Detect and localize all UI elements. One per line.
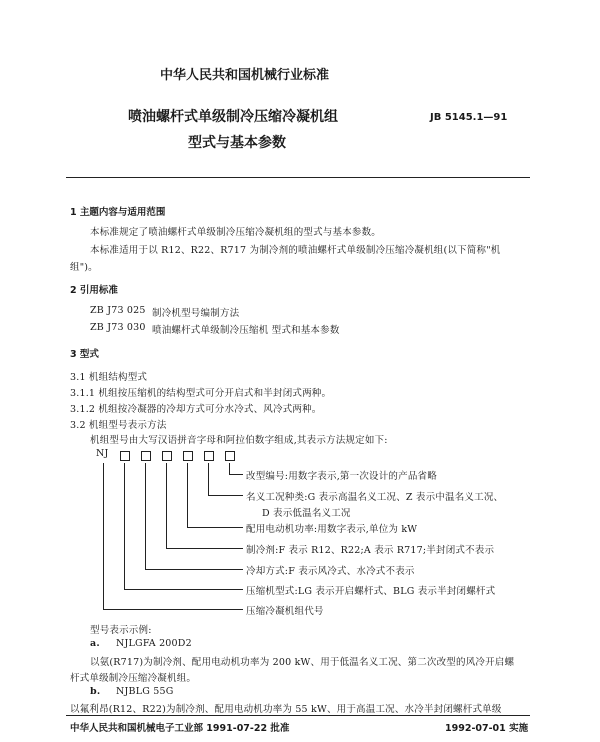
header-divider [66,177,530,178]
title-line-1: 喷油螺杆式单级制冷压缩冷凝机组 [128,109,338,125]
leader-horizontal-4 [187,527,243,528]
leader-horizontal-nj [103,609,243,610]
example-a-description-cont: 杆式单级制冷压缩冷凝机组。 [70,673,197,684]
leader-horizontal-1 [124,589,243,590]
example-b-model: NJBLG 55G [116,686,174,697]
section-3-2-paragraph: 机组型号由大写汉语拼音字母和阿拉伯数字组成,其表示方法规定如下: [90,435,388,446]
reference-2-code: ZB J73 030 [90,322,146,333]
section-3-title: 3 型式 [70,349,99,360]
leader-vertical-1 [124,463,125,589]
label-refrigerant: 制冷剂:F 表示 R12、R22;A 表示 R717;半封闭式不表示 [246,545,495,556]
leader-vertical-4 [187,463,188,527]
example-a-model: NJLGFA 200D2 [116,638,192,649]
implementation-date: 1992-07-01 实施 [445,723,529,734]
leader-horizontal-5 [208,495,243,496]
leader-vertical-nj [103,463,104,609]
section-1-paragraph-1: 本标准规定了喷油螺杆式单级制冷压缩冷凝机组的型式与基本参数。 [90,227,382,238]
section-2-title: 2 引用标准 [70,285,118,296]
model-prefix: NJ [96,448,109,459]
leader-horizontal-6 [229,474,243,475]
label-compressor-type: 压缩机型式:LG 表示开启螺杆式、BLG 表示半封闭螺杆式 [246,586,496,597]
examples-title: 型号表示示例: [90,625,152,636]
section-3-1-2: 3.1.2 机组按冷凝器的冷却方式可分水冷式、风冷式两种。 [70,404,322,415]
label-rated-condition: 名义工况种类:G 表示高温名义工况、Z 表示中温名义工况、 [246,492,504,503]
section-1-paragraph-2-cont: 组")。 [70,262,98,273]
issuing-organization: 中华人民共和国机械行业标准 [160,68,330,83]
reference-2-name: 喷油螺杆式单级制冷压缩机 型式和基本参数 [152,325,340,336]
leader-vertical-2 [145,463,146,569]
label-rated-condition-cont: D 表示低温名义工况 [262,508,351,519]
section-1-title: 1 主题内容与适用范围 [70,207,166,218]
title-line-2: 型式与基本参数 [188,135,286,151]
example-a-description: 以氨(R717)为制冷剂、配用电动机功率为 200 kW、用于低温名义工况、第二次改型的风冷开启螺 [90,657,515,668]
leader-horizontal-3 [166,548,243,549]
leader-vertical-6 [229,463,230,474]
model-box-2 [141,451,151,461]
label-motor-power: 配用电动机功率:用数字表示,单位为 kW [246,524,418,535]
model-box-1 [120,451,130,461]
example-a-marker: a. [90,638,100,649]
model-box-4 [183,451,193,461]
label-modification-number: 改型编号:用数字表示,第一次设计的产品省略 [246,471,437,482]
section-1-paragraph-2: 本标准适用于以 R12、R22、R717 为制冷剂的喷油螺杆式单级制冷压缩冷凝机组(以下简称"机 [90,245,501,256]
section-3-1: 3.1 机组结构型式 [70,372,148,383]
reference-1-code: ZB J73 025 [90,305,146,316]
example-b-marker: b. [90,686,101,697]
standard-number: JB 5145.1—91 [430,112,508,123]
leader-vertical-3 [166,463,167,548]
leader-vertical-5 [208,463,209,495]
label-cooling-method: 冷却方式:F 表示风冷式、水冷式不表示 [246,566,415,577]
model-box-6 [225,451,235,461]
section-3-1-1: 3.1.1 机组按压缩机的结构型式可分开启式和半封闭式两种。 [70,388,332,399]
reference-1-name: 制冷机型号编制方法 [152,308,240,319]
footer-divider [66,715,530,716]
example-b-description: 以氟利昂(R12、R22)为制冷剂、配用电动机功率为 55 kW、用于高温工况、水冷半封闭螺杆式单级 [70,704,502,715]
approval-line: 中华人民共和国机械电子工业部 1991-07-22 批准 [70,723,290,734]
label-unit-code: 压缩冷凝机组代号 [246,606,324,617]
model-box-3 [162,451,172,461]
leader-horizontal-2 [145,569,243,570]
model-box-5 [204,451,214,461]
section-3-2: 3.2 机组型号表示方法 [70,420,167,431]
